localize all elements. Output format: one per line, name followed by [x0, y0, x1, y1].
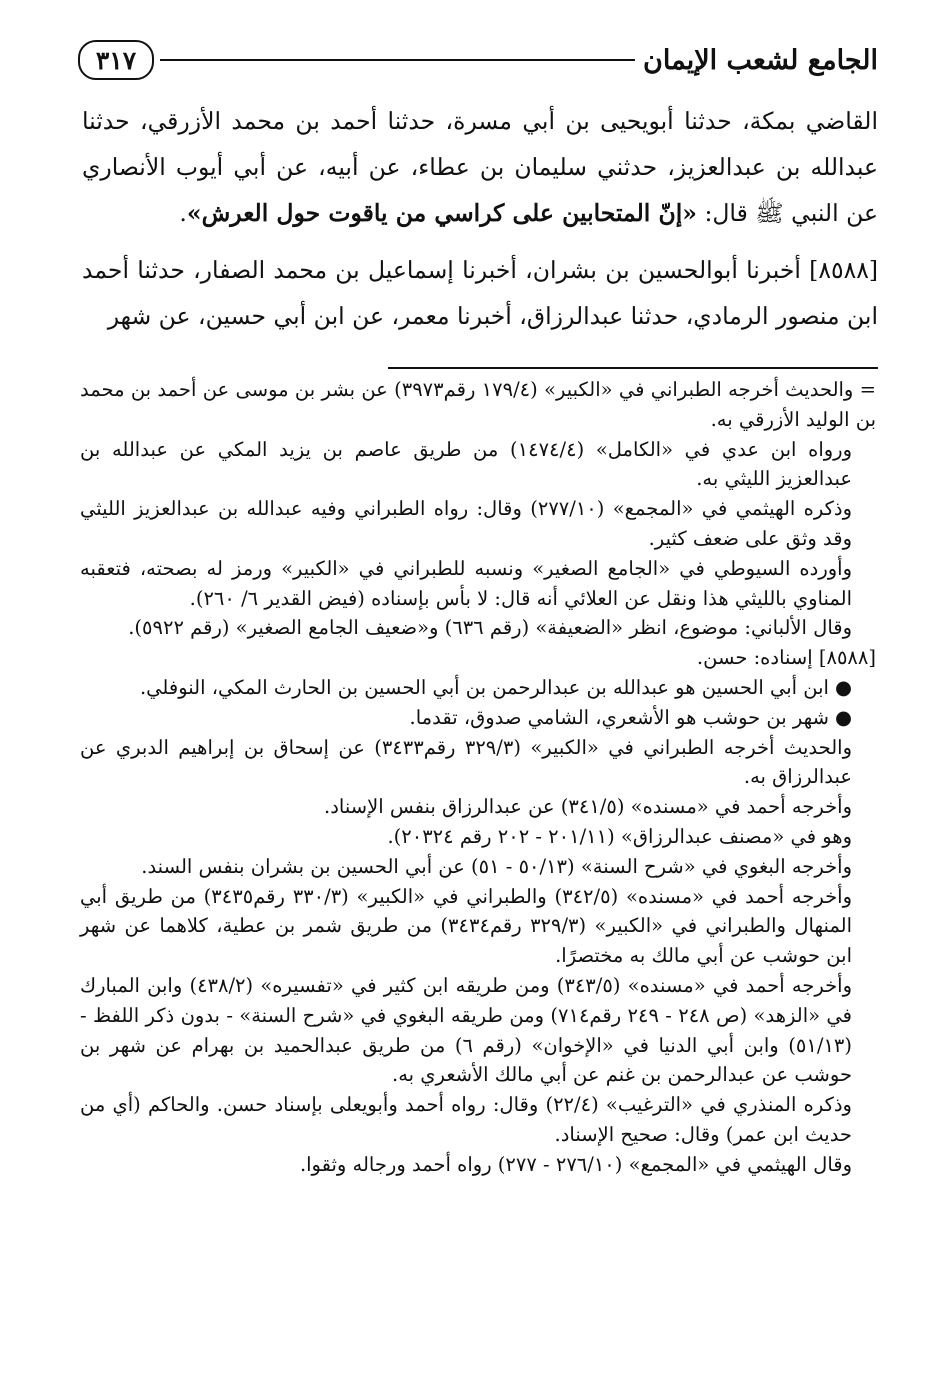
footnote-line: وقال الهيثمي في «المجمع» (٢٧٦/١٠ - ٢٧٧) رواه أحمد ورجاله وثقوا.: [299, 1152, 852, 1176]
footnote-heading: [٨٥٨٨] إسناده: حسن.: [696, 646, 876, 670]
bullet-icon: ●: [834, 675, 852, 699]
footnote-bullet-text: ابن أبي الحسين هو عبدالله بن عبدالرحمن بن أبي الحسين بن الحارث المكي، النوفلي.: [139, 675, 829, 699]
main-text: [82, 98, 878, 339]
footnote-bullet-item: [80, 703, 876, 733]
main-paragraph-2: [٨٥٨٨] أخبرنا أبوالحسين بن بشران، أخبرنا إسماعيل بن محمد الصفار، حدثنا أحمد ابن منصور الرمادي، حدثنا عبدالرزاق، أخبرنا معمر، عن ابن أبي حسين، عن شهر: [82, 256, 878, 330]
footnote-separator: [388, 367, 878, 369]
footnote-line: وأخرجه أحمد في «مسنده» (٣٤٣/٥) ومن طريقه ابن كثير في «تفسيره» (٤٣٨/٢) وابن المبارك في «الزهد» (ص ٢٤٨ - ٢٤٩ رقم٧١٤) ومن طريقه البغوي في «شرح السنة» - بدون ذكر اللفظ - (٥١/١٣) وابن أبي الدنيا في «الإخوان» (رقم ٦) من طريق عبدالحميد بن بهرام عن شهر بن حوشب عن عبدالرحمن بن غنم عن أبي مالك الأشعري به.: [80, 973, 852, 1087]
footnotes: [80, 375, 876, 1180]
bullet-icon: ●: [834, 705, 852, 729]
page-number: ٣١٧: [78, 40, 154, 80]
footnote-line: وذكره الهيثمي في «المجمع» (٢٧٧/١٠) وقال: رواه الطبراني وفيه عبدالله بن عبدالعزيز الليثي وقد وثق على ضعف كثير.: [80, 497, 852, 550]
page-header: [78, 32, 878, 88]
footnote-line: وأورده السيوطي في «الجامع الصغير» ونسبه للطبراني في «الكبير» ورمز له بصحته، فتعقبه المناوي بالليثي هذا ونقل عن العلائي أنه قال: لا بأس بإسناده (فيض القدير ٦/ ٢٦٠).: [80, 556, 852, 610]
footnote-line: وأخرجه أحمد في «مسنده» (٣٤٢/٥) والطبراني في «الكبير» (٣٣٠/٣ رقم٣٤٣٥) من طريق أبي المنهال والطبراني في «الكبير» (٣٢٩/٣ رقم٣٤٣٤) من طريق شمر بن عطية، كلاهما عن شهر ابن حوشب عن أبي مالك به مختصرًا.: [80, 884, 853, 968]
footnote-line: وقال الألباني: موضوع، انظر «الضعيفة» (رقم ٦٣٦) و«ضعيف الجامع الصغير» (رقم ٥٩٢٢).: [128, 616, 852, 640]
footnote-line: وهو في «مصنف عبدالرزاق» (٢٠١/١١ - ٢٠٢ رقم ٢٠٣٢٤).: [387, 824, 852, 848]
header-rule: [160, 59, 635, 61]
hadith-quote: «إنّ المتحابين على كراسي من ياقوت حول العرش»: [186, 199, 697, 227]
footnote-line: وأخرجه أحمد في «مسنده» (٣٤١/٥) عن عبدالرزاق بنفس الإسناد.: [324, 795, 852, 819]
paragraph-1-end: .: [179, 199, 187, 227]
footnote-bullet-item: [80, 673, 876, 703]
footnote-line: وذكره المنذري في «الترغيب» (٢٢/٤) وقال: رواه أحمد وأبويعلى بإسناد حسن. والحاكم (أي من حديث ابن عمر) وقال: صحيح الإسناد.: [80, 1093, 852, 1146]
footnote-line: وأخرجه البغوي في «شرح السنة» (٥٠/١٣ - ٥١) عن أبي الحسين بن بشران بنفس السند.: [141, 854, 852, 878]
footnote-bullet-text: شهر بن حوشب هو الأشعري، الشامي صدوق، تقدما.: [409, 705, 829, 729]
running-title: الجامع لشعب الإيمان: [643, 44, 878, 76]
footnote-line: والحديث أخرجه الطبراني في «الكبير» (٣٢٩/٣ رقم٣٤٣٣) عن إسحاق بن إبراهيم الدبري عن عبدالرزاق به.: [80, 735, 853, 789]
main-paragraph-1: [82, 98, 878, 236]
footnote-line: = والحديث أخرجه الطبراني في «الكبير» (١٧٩/٤ رقم٣٩٧٣) عن بشر بن موسى عن أحمد بن محمد بن الوليد الأزرقي به.: [80, 378, 876, 431]
paragraph-1-text: القاضي بمكة، حدثنا أبويحيى بن أبي مسرة، حدثنا أحمد بن محمد الأزرقي، حدثنا عبدالله بن عبدالعزيز، حدثني سليمان بن عطاء، عن أبيه، عن أبي أيوب الأنصاري عن النبي ﷺ قال:: [82, 107, 878, 227]
footnote-line: ورواه ابن عدي في «الكامل» (١٤٧٤/٤) من طريق عاصم بن يزيد المكي عن عبدالله بن عبدالعزيز الليثي به.: [80, 437, 852, 491]
